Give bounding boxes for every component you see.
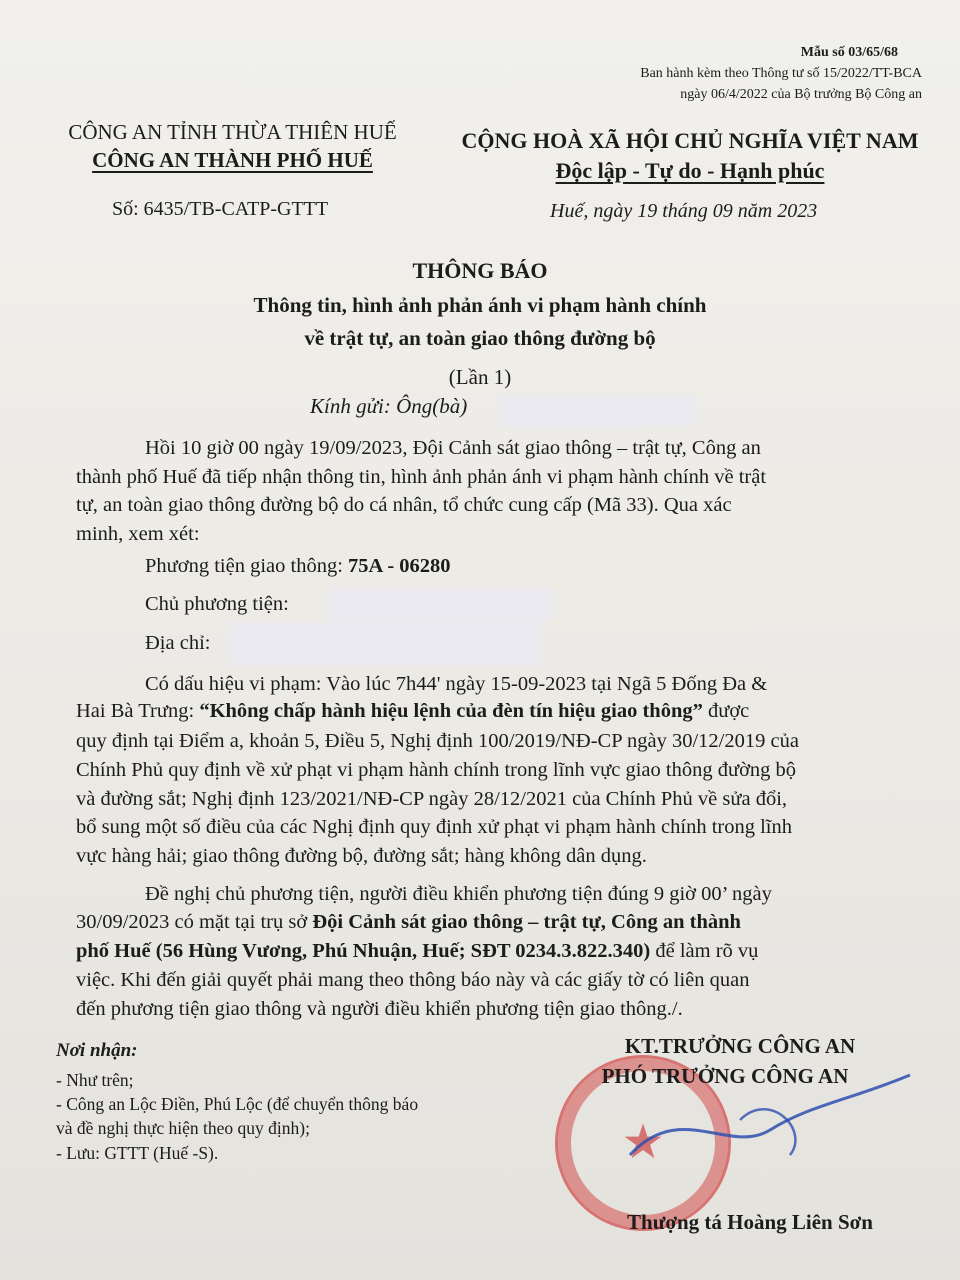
agency-parent: CÔNG AN TỈNH THỪA THIÊN HUẾ bbox=[68, 120, 397, 144]
recipient-item: - Như trên; bbox=[56, 1070, 134, 1090]
star-icon: ★ bbox=[621, 1116, 665, 1169]
national-motto: Độc lập - Tự do - Hạnh phúc bbox=[555, 158, 825, 183]
agency-header bbox=[30, 118, 435, 174]
violation-line: Có dấu hiệu vi phạm: Vào lúc 7h44' ngày 15-09-2023 tại Ngã 5 Đống Đa & bbox=[145, 673, 768, 695]
violation-line: Hai Bà Trưng: “Không chấp hành hiệu lệnh của đèn tín hiệu giao thông” được bbox=[76, 700, 750, 722]
document-date: Huế, ngày 19 tháng 09 năm 2023 bbox=[550, 200, 818, 222]
request-line: việc. Khi đến giải quyết phải mang theo thông báo này và các giấy tờ có liên quan bbox=[76, 969, 750, 991]
redacted-recipient bbox=[500, 396, 696, 426]
recipients-heading: Nơi nhận: bbox=[56, 1040, 138, 1061]
signature-title-2: PHÓ TRƯỞNG CÔNG AN bbox=[601, 1064, 849, 1088]
recipient-item: - Công an Lộc Điền, Phú Lộc (để chuyển thông báo bbox=[56, 1094, 419, 1114]
agency-name: CÔNG AN THÀNH PHỐ HUẾ bbox=[92, 148, 373, 172]
signer-name: Thượng tá Hoàng Liên Sơn bbox=[627, 1210, 873, 1234]
violation-line: vực hàng hải; giao thông đường bộ, đường sắt; hàng không dân dụng. bbox=[76, 845, 647, 867]
request-line: phố Huế (56 Hùng Vương, Phú Nhuận, Huế; SĐT 0234.3.822.340) để làm rõ vụ bbox=[76, 940, 759, 962]
address-line: Địa chỉ: bbox=[145, 632, 211, 654]
violation-line: bổ sung một số điều của các Nghị định quy định xử phạt vi phạm hành chính trong lĩnh bbox=[76, 816, 792, 838]
request-line: đến phương tiện giao thông và người điều khiển phương tiện giao thông./. bbox=[76, 998, 683, 1020]
body-line: minh, xem xét: bbox=[76, 523, 200, 545]
state-header bbox=[440, 126, 940, 186]
violation-line: Chính Phủ quy định về xử phạt vi phạm hành chính trong lĩnh vực giao thông đường bộ bbox=[76, 759, 797, 781]
owner-line: Chủ phương tiện: bbox=[145, 593, 289, 615]
request-line: Đề nghị chủ phương tiện, người điều khiển phương tiện đúng 9 giờ 00’ ngày bbox=[145, 883, 772, 905]
violation-line: và đường sắt; Nghị định 123/2021/NĐ-CP ngày 28/12/2021 của Chính Phủ về sửa đổi, bbox=[76, 788, 788, 810]
vehicle-plate: 75A - 06280 bbox=[348, 555, 451, 577]
vehicle-line: Phương tiện giao thông: 75A - 06280 bbox=[145, 555, 451, 577]
document-subtitle-1: Thông tin, hình ảnh phản ánh vi phạm hành chính bbox=[253, 293, 707, 317]
request-line: 30/09/2023 có mặt tại trụ sở Đội Cảnh sát giao thông – trật tự, Công an thành bbox=[76, 911, 741, 933]
body-line: tự, an toàn giao thông đường bộ do cá nhân, tổ chức cung cấp (Mã 33). Qua xác bbox=[76, 494, 732, 516]
redacted-owner bbox=[330, 588, 552, 620]
form-code: Mẫu số 03/65/68 bbox=[800, 45, 898, 60]
body-line: Hồi 10 giờ 00 ngày 19/09/2023, Đội Cảnh sát giao thông – trật tự, Công an bbox=[145, 437, 761, 459]
country-name: CỘNG HOÀ XÃ HỘI CHỦ NGHĨA VIỆT NAM bbox=[461, 128, 919, 153]
body-line: thành phố Huế đã tiếp nhận thông tin, hình ảnh phản ánh vi phạm hành chính về trật bbox=[76, 466, 767, 488]
form-line-1: Ban hành kèm theo Thông tư số 15/2022/TT-BCA bbox=[640, 66, 922, 81]
form-line-2: ngày 06/4/2022 của Bộ trưởng Bộ Công an bbox=[680, 87, 922, 102]
violation-description: “Không chấp hành hiệu lệnh của đèn tín hiệu giao thông” bbox=[199, 700, 703, 722]
redacted-address bbox=[230, 622, 542, 666]
signature-title-1: KT.TRƯỞNG CÔNG AN bbox=[624, 1034, 856, 1058]
notice-round: (Lần 1) bbox=[448, 365, 512, 389]
violation-line: quy định tại Điểm a, khoản 5, Điều 5, Nghị định 100/2019/NĐ-CP ngày 30/12/2019 của bbox=[76, 730, 799, 752]
recipient-item: và đề nghị thực hiện theo quy định); bbox=[56, 1118, 310, 1138]
form-reference bbox=[640, 42, 922, 105]
document-title: THÔNG BÁO bbox=[412, 258, 548, 283]
recipient-line: Kính gửi: Ông(bà) bbox=[310, 394, 468, 418]
document-number: Số: 6435/TB-CATP-GTTT bbox=[112, 198, 329, 220]
document-subtitle-2: về trật tự, an toàn giao thông đường bộ bbox=[304, 326, 656, 350]
recipient-item: - Lưu: GTTT (Huế -S). bbox=[56, 1143, 219, 1163]
